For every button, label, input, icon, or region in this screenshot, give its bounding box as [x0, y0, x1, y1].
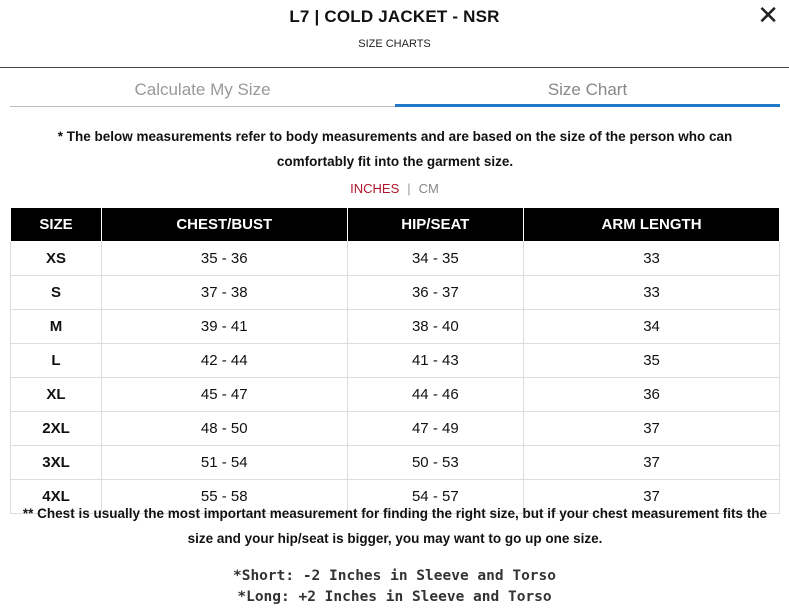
table-row	[11, 310, 780, 344]
hip-cell: 36 - 37	[347, 276, 524, 310]
chest-cell: 45 - 47	[102, 378, 348, 412]
hip-cell: 41 - 43	[347, 344, 524, 378]
unit-cm[interactable]: CM	[418, 181, 439, 196]
size-charts-subtitle: SIZE CHARTS	[358, 38, 431, 50]
table-row	[11, 242, 780, 276]
table-row	[11, 378, 780, 412]
tab-calculate-my-size[interactable]: Calculate My Size	[10, 80, 395, 107]
size-cell: L	[11, 344, 102, 378]
hip-cell: 50 - 53	[347, 446, 524, 480]
hip-cell: 34 - 35	[347, 242, 524, 276]
header-size: SIZE	[11, 208, 102, 242]
arm-cell: 37	[524, 412, 780, 446]
table-row	[11, 276, 780, 310]
product-title: L7 | COLD JACKET - NSR	[289, 7, 500, 26]
modal-header	[0, 0, 789, 68]
size-cell: XS	[11, 242, 102, 276]
hip-cell: 38 - 40	[347, 310, 524, 344]
chest-cell: 48 - 50	[102, 412, 348, 446]
chest-note: ** Chest is usually the most important measurement for finding the right size, but if your chest measurement fits the size and your hip/seat is bigger, you may want to go up one size.	[22, 506, 768, 546]
header-arm-length: ARM LENGTH	[524, 208, 780, 242]
arm-cell: 33	[524, 276, 780, 310]
chest-cell: 42 - 44	[102, 344, 348, 378]
chest-cell: 37 - 38	[102, 276, 348, 310]
table-header-row	[11, 208, 780, 242]
arm-cell: 37	[524, 480, 780, 514]
table-row	[11, 446, 780, 480]
header-hip-seat: HIP/SEAT	[347, 208, 524, 242]
hip-cell: 44 - 46	[347, 378, 524, 412]
size-chart-table	[10, 207, 780, 514]
unit-separator: |	[407, 181, 411, 196]
header-chest-bust: CHEST/BUST	[102, 208, 348, 242]
size-cell: 4XL	[11, 480, 102, 514]
size-cell: 3XL	[11, 446, 102, 480]
arm-cell: 36	[524, 378, 780, 412]
unit-inches[interactable]: INCHES	[350, 181, 400, 196]
size-cell: S	[11, 276, 102, 310]
table-row	[11, 412, 780, 446]
arm-cell: 33	[524, 242, 780, 276]
size-cell: XL	[11, 378, 102, 412]
long-note: *Long: +2 Inches in Sleeve and Torso	[237, 589, 552, 605]
measurement-note: * The below measurements refer to body measurements and are based on the size of the person who can comfortably fit into the garment size.	[57, 129, 733, 169]
unit-toggle	[0, 181, 789, 196]
arm-cell: 37	[524, 446, 780, 480]
size-cell: M	[11, 310, 102, 344]
close-icon[interactable]: ✕	[757, 0, 779, 30]
table-row	[11, 344, 780, 378]
chest-cell: 35 - 36	[102, 242, 348, 276]
tab-bar	[10, 80, 780, 110]
tab-size-chart[interactable]: Size Chart	[395, 80, 780, 107]
hip-cell: 54 - 57	[347, 480, 524, 514]
size-cell: 2XL	[11, 412, 102, 446]
chest-cell: 39 - 41	[102, 310, 348, 344]
short-note: *Short: -2 Inches in Sleeve and Torso	[232, 568, 556, 584]
chest-cell: 55 - 58	[102, 480, 348, 514]
chest-cell: 51 - 54	[102, 446, 348, 480]
arm-cell: 34	[524, 310, 780, 344]
arm-cell: 35	[524, 344, 780, 378]
hip-cell: 47 - 49	[347, 412, 524, 446]
